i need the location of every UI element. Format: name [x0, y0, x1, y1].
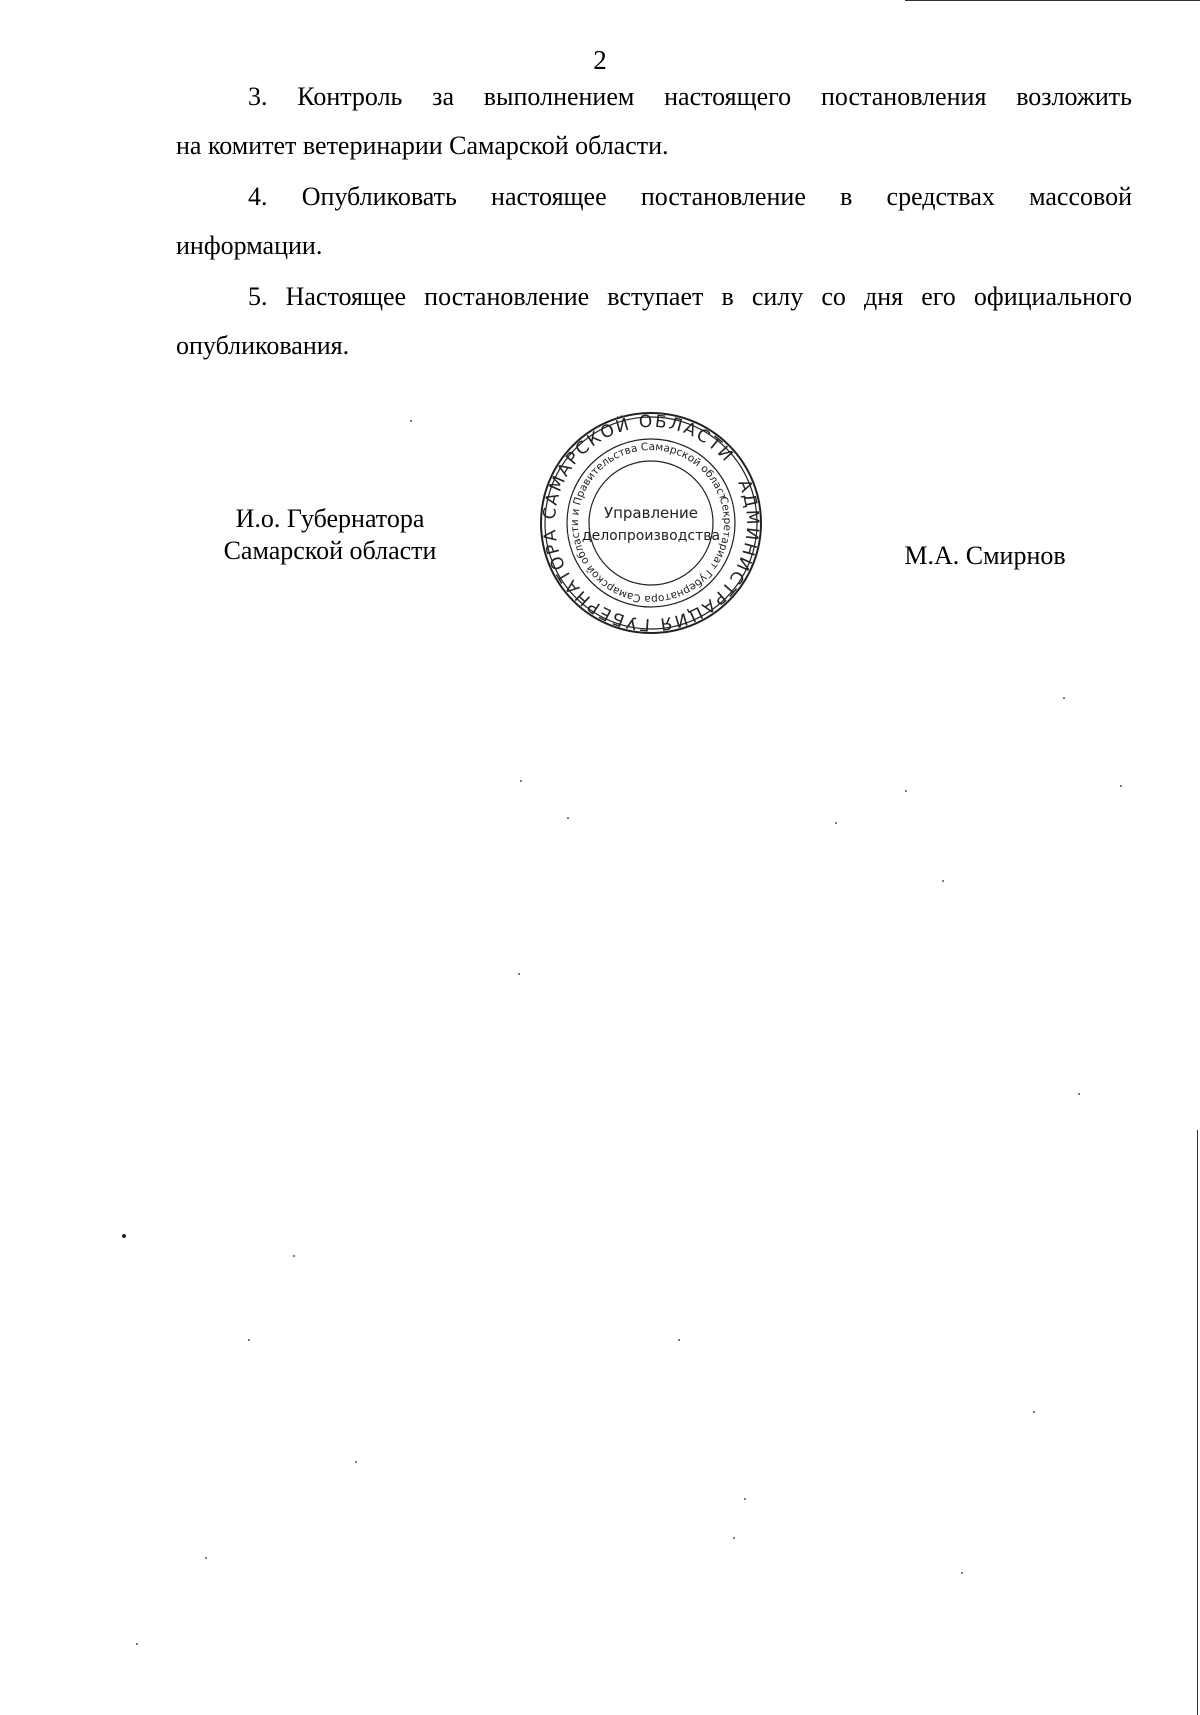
scan-speck: [1033, 1411, 1035, 1413]
scan-speck: [744, 1498, 746, 1500]
seal-inner-text: Секретариат Губернатора Самарской области и Правительства Самарской области: [568, 440, 734, 606]
scan-speck: [1063, 697, 1065, 699]
scan-speck: [248, 1339, 250, 1341]
paragraph-item-4: [176, 172, 1132, 270]
scan-speck: [1120, 785, 1122, 787]
page-number: 2: [593, 45, 607, 75]
scan-speck: [942, 880, 944, 882]
scan-speck: [1078, 1093, 1080, 1095]
scan-speck: [961, 1572, 963, 1574]
seal-center-line-1: Управление: [603, 504, 699, 522]
paragraph-first-line: 4. Опубликовать настоящее постановление в средствах массовой: [248, 182, 1132, 211]
scan-speck: [355, 1461, 357, 1463]
signatory-name: М.А. Смирнов: [904, 541, 1066, 570]
paragraph-first-line: 3. Контроль за выполнением настоящего постановления возложить: [248, 82, 1132, 111]
scan-speck: [136, 1643, 138, 1645]
paragraph-continuation: опубликования.: [176, 331, 350, 360]
scan-speck: [733, 1537, 735, 1539]
official-seal-stamp: [538, 410, 764, 636]
seal-center-line-2: делопроизводства: [581, 528, 721, 544]
signatory-position-line-1: И.о. Губернатора: [235, 504, 425, 533]
scan-speck: [293, 1255, 295, 1257]
paragraph-item-5: [176, 272, 1132, 370]
scan-speck: [122, 1234, 126, 1238]
right-edge-mark: [1197, 1130, 1198, 1715]
paragraph-continuation: информации.: [176, 231, 323, 260]
seal-outer-text: АДМИНИСТРАЦИЯ ГУБЕРНАТОРА САМАРСКОЙ ОБЛАСТИ: [539, 411, 763, 635]
paragraph-item-3: [176, 72, 1132, 170]
scan-speck: [835, 822, 837, 824]
scan-speck: [205, 1557, 207, 1559]
scan-speck: [520, 780, 522, 782]
paragraph-first-line: 5. Настоящее постановление вступает в силу со дня его официального: [248, 282, 1132, 311]
signatory-position: [190, 503, 470, 567]
scan-speck: [518, 973, 520, 975]
scan-speck: [905, 790, 907, 792]
top-edge-mark: [905, 0, 1200, 1]
paragraph-continuation: на комитет ветеринарии Самарской области.: [176, 131, 669, 160]
scan-speck: [567, 817, 569, 819]
scan-speck: [410, 420, 412, 422]
signatory-position-line-2: Самарской области: [223, 536, 437, 565]
scan-speck: [678, 1339, 680, 1341]
